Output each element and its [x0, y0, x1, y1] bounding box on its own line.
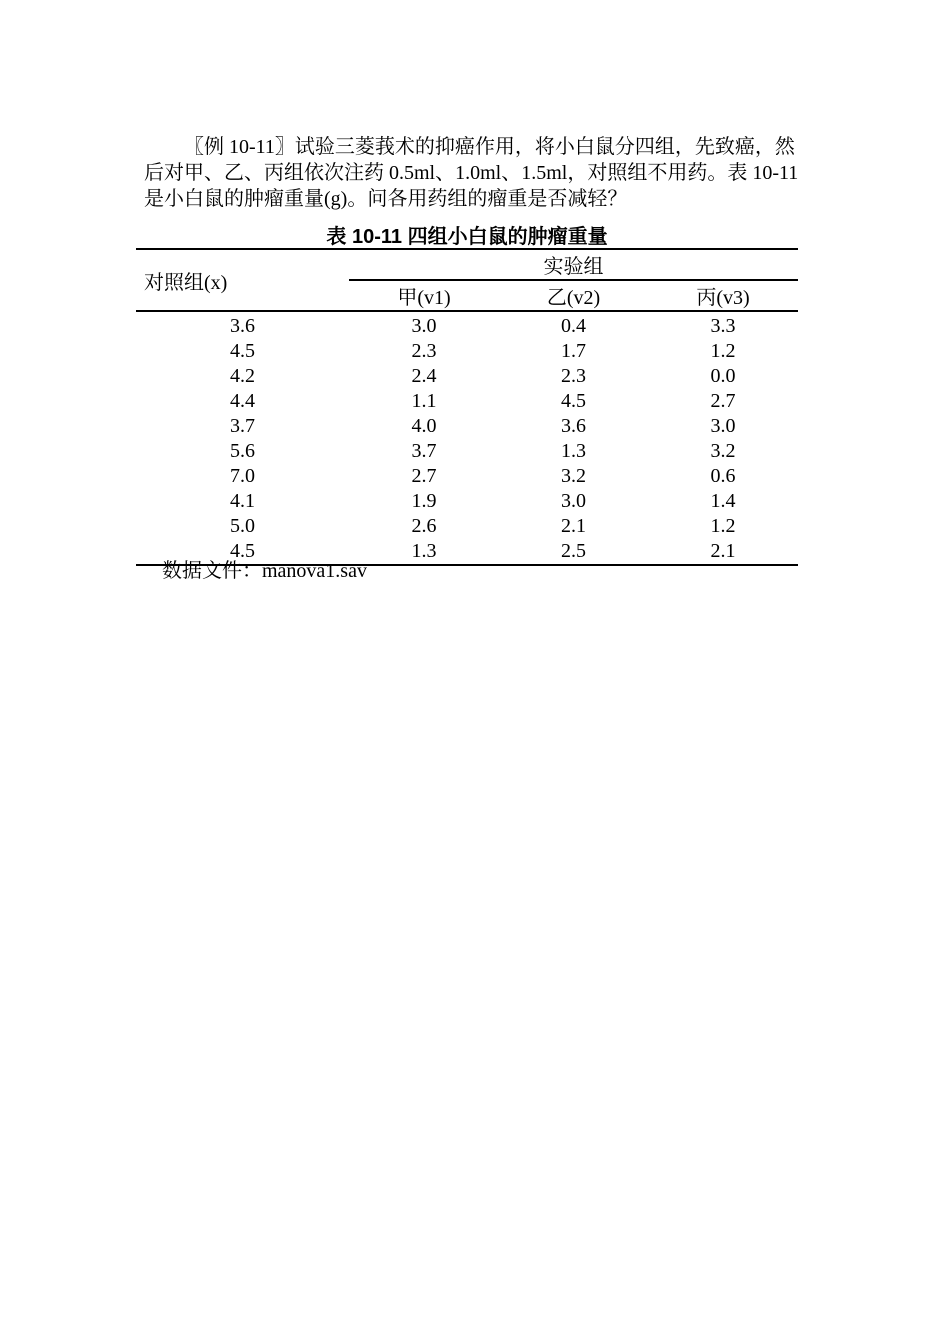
- cell-v3: 3.0: [710, 415, 736, 437]
- table-row: [136, 464, 798, 489]
- table-caption: 表 10-11 四组小白鼠的肿瘤重量: [326, 226, 608, 248]
- cell-v3: 3.3: [710, 315, 736, 337]
- cell-x: 3.7: [230, 415, 255, 437]
- table-row: [136, 439, 798, 464]
- cell-x: 4.1: [230, 490, 255, 512]
- cell-v1: 2.6: [411, 515, 437, 537]
- column-header-v1: 甲(v1): [349, 280, 499, 311]
- table-row: [136, 339, 798, 364]
- table-row: [136, 514, 798, 539]
- cell-v2: 3.6: [561, 415, 586, 437]
- experiment-group-header: 实验组: [349, 249, 798, 280]
- intro-paragraph: [144, 134, 812, 212]
- cell-v1: 2.7: [411, 465, 437, 487]
- cell-v1: 4.0: [411, 415, 437, 437]
- table-row: [136, 311, 798, 339]
- tumor-weight-table: [136, 248, 798, 566]
- cell-v3: 2.7: [710, 390, 736, 412]
- cell-v2: 2.5: [499, 539, 648, 565]
- cell-x: 7.0: [230, 465, 255, 487]
- cell-v2: 1.3: [561, 440, 586, 462]
- control-group-header: 对照组(x): [136, 249, 349, 311]
- table-row: [136, 364, 798, 389]
- cell-x: 4.2: [230, 365, 255, 387]
- cell-v1: 1.9: [411, 490, 437, 512]
- cell-v3: 1.4: [710, 490, 736, 512]
- cell-x: 5.0: [230, 515, 255, 537]
- cell-v1: 2.3: [411, 340, 437, 362]
- table-row: [136, 489, 798, 514]
- table-row: [136, 389, 798, 414]
- cell-v2: 3.2: [561, 465, 586, 487]
- cell-v1: 1.1: [411, 390, 437, 412]
- cell-x: 3.6: [230, 315, 255, 337]
- cell-v3: 0.6: [710, 465, 736, 487]
- cell-x: 4.4: [230, 390, 255, 412]
- cell-v2: 0.4: [561, 315, 586, 337]
- data-file-note: 数据文件：manova1.sav: [162, 560, 367, 582]
- column-header-v3: 丙(v3): [648, 280, 798, 311]
- cell-v1: 1.3: [349, 539, 499, 565]
- cell-v1: 3.0: [411, 315, 437, 337]
- cell-v3: 1.2: [710, 515, 736, 537]
- cell-v3: 1.2: [710, 340, 736, 362]
- table-row: [136, 414, 798, 439]
- cell-v2: 2.3: [561, 365, 586, 387]
- cell-v3: 3.2: [710, 440, 736, 462]
- cell-v2: 2.1: [561, 515, 586, 537]
- cell-v2: 1.7: [561, 340, 586, 362]
- cell-v2: 4.5: [561, 390, 586, 412]
- cell-v3: 0.0: [710, 365, 736, 387]
- cell-v1: 2.4: [411, 365, 437, 387]
- cell-v1: 3.7: [411, 440, 437, 462]
- intro-text: 〖例 10-11〗试验三菱莪术的抑癌作用，将小白鼠分四组，先致癌，然后对甲、乙、丙组依次注药 0.5ml、1.0ml、1.5ml，对照组不用药。表 10-11 是小白鼠的肿瘤重量(g)。问各用药组的瘤重是否减轻？: [144, 136, 799, 210]
- cell-x: 4.5: [230, 340, 255, 362]
- column-header-v2: 乙(v2): [499, 280, 648, 311]
- cell-x: 4.5: [136, 539, 349, 565]
- cell-v3: 2.1: [648, 539, 798, 565]
- cell-v2: 3.0: [561, 490, 586, 512]
- cell-x: 5.6: [230, 440, 255, 462]
